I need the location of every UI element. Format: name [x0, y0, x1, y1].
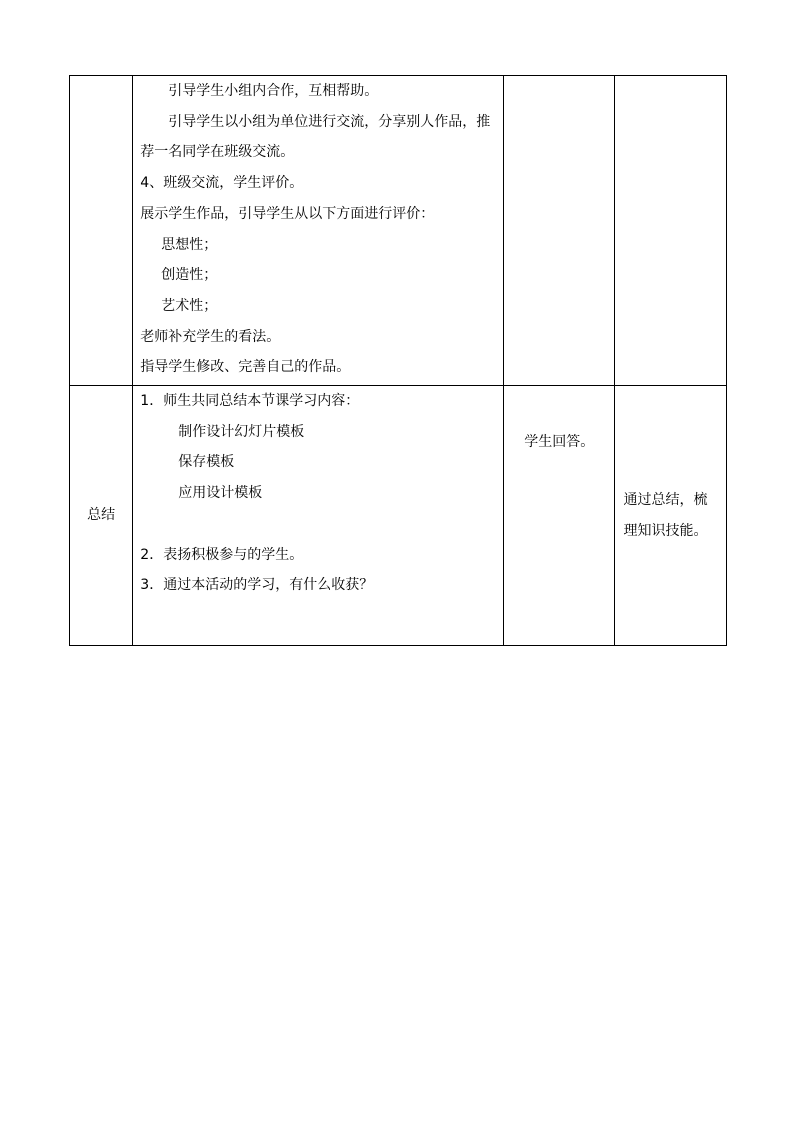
activity-line: 2．表扬积极参与的学生。: [140, 546, 304, 563]
activity-line: 4、班级交流，学生评价。: [140, 175, 304, 192]
blank-line: [140, 509, 496, 540]
design-purpose-cell: [615, 76, 727, 386]
summary-item: 制作设计幻灯片模板: [178, 423, 305, 440]
student-activity-cell: [503, 76, 615, 386]
activity-line: 指导学生修改、完善自己的作品。: [140, 359, 351, 376]
table-row: [70, 386, 727, 646]
summary-item: 保存模板: [178, 454, 235, 471]
activity-line: 展示学生作品，引导学生从以下方面进行评价：: [140, 205, 435, 222]
teacher-activity-cell: [133, 76, 504, 386]
criterion-item: 艺术性；: [161, 297, 218, 314]
design-purpose-cell: [615, 386, 727, 646]
student-activity-text: 学生回答。: [524, 434, 595, 450]
criterion-item: 创造性；: [161, 267, 218, 284]
design-purpose-text: 通过总结，梳理知识技能。: [623, 491, 708, 539]
section-cell: [70, 386, 133, 646]
student-activity-cell: [503, 386, 615, 646]
teacher-activity-cell: [133, 386, 504, 646]
activity-line: 3．通过本活动的学习，有什么收获？: [140, 577, 374, 594]
activity-line: [140, 107, 496, 168]
section-label: 总结: [87, 507, 116, 524]
activity-line-text: 引导学生以小组为单位进行交流，分享别人作品，推荐一名同学在班级交流。: [140, 113, 491, 161]
table-row: [70, 76, 727, 386]
criterion-item: 思想性；: [161, 236, 218, 253]
summary-item: 应用设计模板: [178, 485, 263, 502]
activity-line: 1．师生共同总结本节课学习内容：: [140, 393, 360, 409]
activity-line: 引导学生小组内合作，互相帮助。: [168, 83, 379, 99]
lesson-plan-table: [69, 75, 727, 646]
activity-line: 老师补充学生的看法。: [140, 328, 281, 345]
section-cell: [70, 76, 133, 386]
